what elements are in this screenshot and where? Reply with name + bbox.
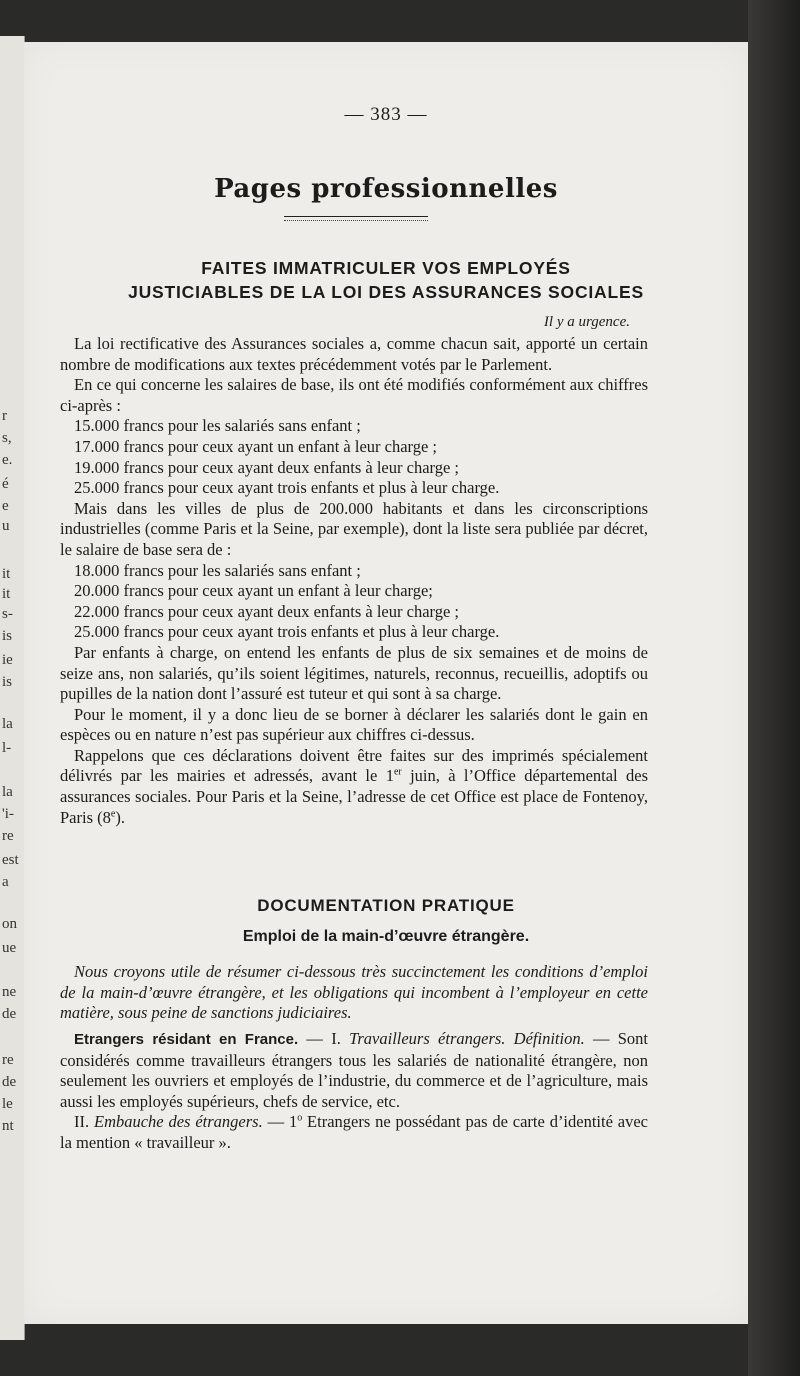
- page-number: — 383 —: [344, 104, 428, 125]
- paragraph: [60, 1029, 648, 1112]
- list-item: 25.000 francs pour ceux ayant trois enfants et plus à leur charge.: [74, 478, 500, 498]
- section1-body: [60, 334, 648, 828]
- list-item: 17.000 francs pour ceux ayant un enfant à leur charge ;: [74, 436, 438, 456]
- paragraph: Mais dans les villes de plus de 200.000 habitants et dans les circonscriptions industrielles (comme Paris et la Seine, par exemple), dont la liste sera publiée par décret, le salaire de base sera de :: [60, 498, 648, 559]
- list-item: 22.000 francs pour ceux ayant deux enfants à leur charge ;: [74, 601, 460, 621]
- facing-page-fragment: it: [2, 586, 11, 602]
- salary-list-2: [60, 561, 648, 643]
- section2-heading: DOCUMENTATION PRATIQUE: [257, 896, 515, 915]
- section2-body: [60, 1029, 648, 1154]
- salary-list-1: [60, 416, 648, 498]
- facing-page-fragment: e.: [2, 452, 13, 468]
- facing-page-fragment: e: [2, 498, 9, 514]
- facing-page-fragment: u: [2, 518, 10, 534]
- section1-heading-line1: FAITES IMMATRICULER VOS EMPLOYÉS: [201, 258, 571, 278]
- text-run: juin, à l’Office départemental des assurances sociales. Pour Paris et la Seine, l’adresse de cet Office est place de Fontenoy, Paris (8: [60, 766, 648, 827]
- superscript: er: [393, 766, 402, 778]
- epigraph: Il y a urgence.: [543, 314, 630, 330]
- paragraph: Nous croyons utile de résumer ci-dessous très succinctement les conditions d’emploi de la main-d’œuvre étrangère, et les obligations qui incombent à l’employeur en cette matière, sous peine de sanctions judiciaires.: [60, 962, 648, 1023]
- text-run: Rappelons que ces déclarations doivent être faites sur des imprimés spécialement délivrés par les mairies et adressés, avant le 1: [60, 745, 648, 786]
- facing-page-fragment: la: [2, 716, 13, 732]
- facing-page-fragment: it: [2, 566, 11, 582]
- facing-page-fragment: on: [2, 916, 17, 932]
- text-run: — Sont considérés comme travailleurs étrangers tous les salariés de nationalité étrangère, non seulement les ouvriers et employés de l’industrie, du commerce et de l’agriculture, mais aussi les employés supérieurs, chefs de service, etc.: [60, 1029, 649, 1111]
- text-run: — 1: [262, 1112, 298, 1132]
- list-item: 18.000 francs pour les salariés sans enfant ;: [74, 560, 361, 580]
- document-page: [24, 42, 748, 1324]
- paragraph: En ce qui concerne les salaires de base, ils ont été modifiés conformément aux chiffres ci-après :: [60, 375, 648, 415]
- facing-page-fragment: nt: [2, 1118, 14, 1134]
- facing-page-fragment: est: [2, 852, 19, 868]
- facing-page-fragment: ue: [2, 940, 17, 956]
- facing-page-fragment: s-: [2, 606, 13, 622]
- facing-page-fragment: de: [2, 1006, 17, 1022]
- paragraph: Pour le moment, il y a donc lieu de se borner à déclarer les salariés dont le gain en espèces ou en nature n’est pas supérieur aux chiffres ci-dessus.: [60, 704, 648, 745]
- facing-page-fragment: de: [2, 1074, 17, 1090]
- facing-page-fragment: é: [2, 476, 9, 492]
- facing-page-fragment: ie: [2, 652, 13, 668]
- page-title: Pages professionnelles: [214, 174, 558, 204]
- facing-page-fragment: is: [2, 628, 13, 644]
- facing-page-fragment: re: [2, 828, 14, 844]
- list-item: 25.000 francs pour ceux ayant trois enfants et plus à leur charge.: [74, 622, 500, 642]
- text-run: — I.: [298, 1029, 350, 1048]
- facing-page-fragment: la: [2, 784, 13, 800]
- facing-page-fragment: 'i-: [2, 806, 14, 822]
- paragraph: La loi rectificative des Assurances sociales a, comme chacun sait, apporté un certain nombre de modifications aux textes précédemment votés par le Parlement.: [60, 334, 648, 374]
- book-spine: [748, 0, 800, 1376]
- italic-run: Travailleurs étrangers. Définition.: [349, 1029, 585, 1048]
- facing-page-fragment: le: [2, 1096, 13, 1112]
- facing-page-fragment: is: [2, 674, 13, 690]
- text-run: II.: [74, 1112, 94, 1132]
- facing-page-fragment: r: [2, 408, 7, 424]
- section2-subheading: Emploi de la main-d’œuvre étrangère.: [242, 928, 530, 945]
- list-item: 19.000 francs pour ceux ayant deux enfants à leur charge ;: [74, 457, 460, 477]
- text-run: Etrangers ne possédant pas de carte d’identité avec la mention « travailleur ».: [60, 1112, 648, 1152]
- italic-run: Embauche des étrangers.: [93, 1112, 263, 1132]
- list-item: 15.000 francs pour les salariés sans enfant ;: [74, 416, 361, 436]
- superscript: o: [297, 1112, 303, 1124]
- facing-page-fragment: re: [2, 1052, 14, 1068]
- paragraph: Par enfants à charge, on entend les enfants de plus de six semaines et de moins de seize ans, non salariés, qu’ils soient légitimes, naturels, reconnus, recueillis, adoptifs ou pupilles de la nation dont l’assuré est tuteur et qui sont à sa charge.: [60, 642, 648, 704]
- text-run: ).: [115, 807, 125, 827]
- facing-page-fragment: ne: [2, 984, 17, 1000]
- title-rule: [284, 216, 428, 217]
- paragraph: [60, 1112, 648, 1153]
- facing-page-fragment: a: [2, 874, 9, 890]
- paragraph: [60, 746, 648, 828]
- facing-page-fragment: l-: [2, 740, 12, 756]
- bold-lead: Etrangers résidant en France.: [74, 1031, 299, 1048]
- section1-heading-line2: JUSTICIABLES DE LA LOI DES ASSURANCES SOCIALES: [128, 282, 644, 302]
- section2-intro: [60, 962, 648, 1024]
- facing-page-edge: [0, 36, 25, 1340]
- superscript: e: [110, 808, 116, 820]
- list-item: 20.000 francs pour ceux ayant un enfant à leur charge;: [74, 581, 433, 601]
- title-rule-dotted: [284, 220, 428, 221]
- facing-page-fragment: s,: [2, 430, 12, 446]
